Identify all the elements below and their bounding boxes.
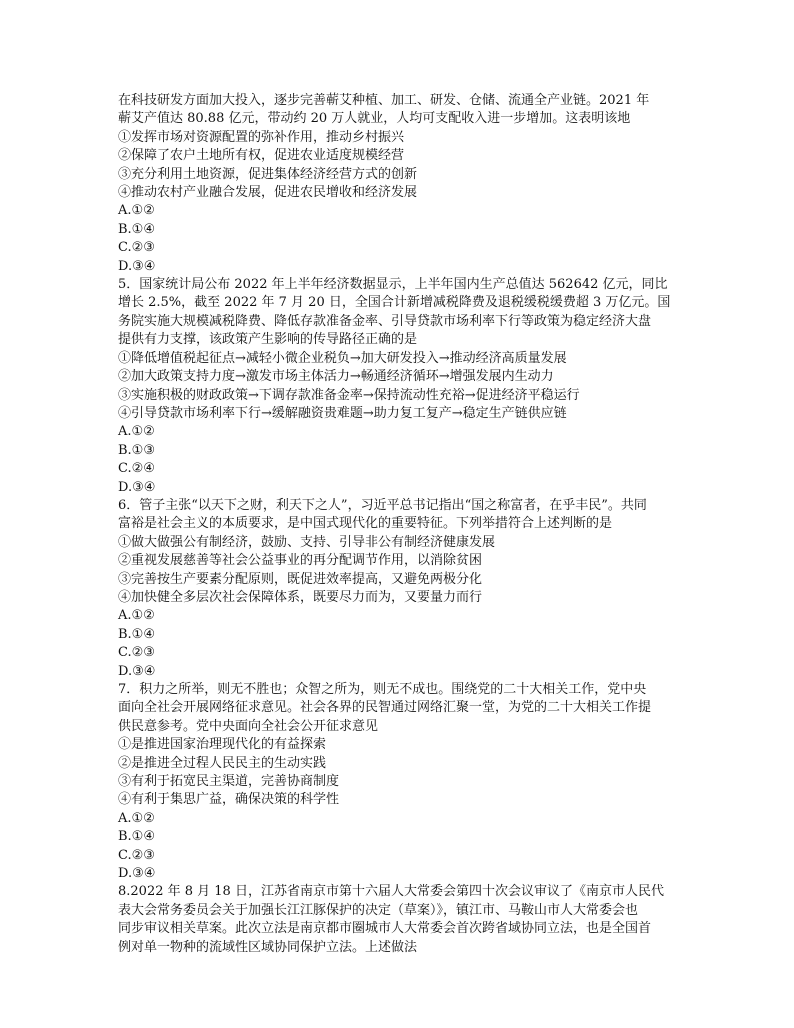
question-statement: ②加大政策支持力度→激发市场主体活力→畅通经济循环→增强发展内生动力 xyxy=(118,369,554,385)
answer-option-d: D.③④ xyxy=(118,258,156,274)
question-8 xyxy=(118,883,688,957)
question-statement: ③实施积极的财政政策→下调存款准备金率→保持流动性充裕→促进经济平稳运行 xyxy=(118,387,580,403)
answer-option-d: D.③④ xyxy=(118,663,156,679)
question-stem: 7．积力之所举，则无不胜也；众智之所为，则无不成也。围绕党的二十大相关工作，党中央 xyxy=(118,682,647,697)
question-statement: ③完善按生产要素分配原则，既促进效率提高，又避免两极分化 xyxy=(118,571,483,587)
intro-statement: ①发挥市场对资源配置的弥补作用，推动乡村振兴 xyxy=(118,129,405,145)
answer-option-b: B.①④ xyxy=(118,626,155,642)
question-statement: ④有利于集思广益，确保决策的科学性 xyxy=(118,792,340,808)
answer-option-b: B.①④ xyxy=(118,829,155,845)
answer-option-a: A.①② xyxy=(118,608,155,624)
intro-block xyxy=(118,92,688,276)
answer-option-a: A.①② xyxy=(118,424,155,440)
intro-line: 在科技研发方面加大投入，逐步完善蕲艾种植、加工、研发、仓储、流通全产业链。2021 年 xyxy=(118,93,650,108)
question-statement: ②重视发展慈善等社会公益事业的再分配调节作用，以消除贫困 xyxy=(118,553,483,569)
answer-option-a: A.①② xyxy=(118,203,155,219)
question-7 xyxy=(118,681,688,883)
intro-line: 蕲艾产值达 80.88 亿元，带动约 20 万人就业，人均可支配收入进一步增加。这表明该地 xyxy=(118,111,631,127)
answer-option-c: C.②④ xyxy=(118,461,155,477)
question-stem: 6．管子主张“以天下之财，利天下之人”，习近平总书记指出“国之称富者，在乎丰民”。共同 xyxy=(118,497,647,513)
intro-statement: ③充分利用土地资源，促进集体经济经营方式的创新 xyxy=(118,166,418,182)
intro-statement: ④推动农村产业融合发展，促进农民增收和经济发展 xyxy=(118,185,418,201)
question-statement: ②是推进全过程人民民主的生动实践 xyxy=(118,755,327,771)
question-stem: 提供有力支撑，该政策产生影响的传导路径正确的是 xyxy=(118,332,418,348)
question-statement: ①是推进国家治理现代化的有益探索 xyxy=(118,737,327,753)
question-stem: 5．国家统计局公布 2022 年上半年经济数据显示，上半年国内生产总值达 562642 亿元，同比 xyxy=(118,277,668,293)
question-statement: ④引导贷款市场利率下行→缓解融资贵难题→助力复工复产→稳定生产链供应链 xyxy=(118,405,567,421)
answer-option-b: B.①④ xyxy=(118,221,155,237)
answer-option-d: D.③④ xyxy=(118,479,156,495)
question-stem: 面向全社会开展网络征求意见。社会各界的民智通过网络汇聚一堂，为党的二十大相关工作提 xyxy=(118,700,652,716)
answer-option-c: C.②③ xyxy=(118,240,155,256)
question-stem: 富裕是社会主义的本质要求，是中国式现代化的重要特征。下列举措符合上述判断的是 xyxy=(118,516,613,532)
question-stem: 表大会常务委员会关于加强长江江豚保护的决定（草案）》，镇江市、马鞍山市人大常委会也 xyxy=(118,902,639,918)
question-5 xyxy=(118,276,688,497)
intro-statement: ②保障了农户土地所有权，促进农业适度规模经营 xyxy=(118,148,405,164)
answer-option-c: C.②③ xyxy=(118,645,155,661)
question-stem: 例对单一物种的流域性区域协同保护立法。上述做法 xyxy=(118,939,418,955)
question-stem: 供民意参考。党中央面向全社会公开征求意见 xyxy=(118,718,379,734)
question-stem: 8.2022 年 8 月 18 日，江苏省南京市第十六届人大常委会第四十次会议审议了《南京市人民代 xyxy=(118,884,664,900)
question-statement: ①做大做强公有制经济，鼓励、支持、引导非公有制经济健康发展 xyxy=(118,534,496,550)
answer-option-a: A.①② xyxy=(118,810,155,826)
question-6 xyxy=(118,497,688,681)
answer-option-b: B.①③ xyxy=(118,442,155,458)
answer-option-d: D.③④ xyxy=(118,866,156,882)
answer-option-c: C.②③ xyxy=(118,847,155,863)
question-stem: 务院实施大规模减税降费、降低存款准备金率、引导贷款市场利率下行等政策为稳定经济大盘 xyxy=(118,313,652,329)
question-statement: ④加快健全多层次社会保障体系，既要尽力而为，又要量力而行 xyxy=(118,589,483,605)
question-statement: ①降低增值税起征点→减轻小微企业税负→加大研发投入→推动经济高质量发展 xyxy=(118,350,567,366)
question-stem: 同步审议相关草案。此次立法是南京都市圈城市人大常委会首次跨省域协同立法，也是全国首 xyxy=(118,921,652,937)
question-statement: ③有利于拓宽民主渠道，完善协商制度 xyxy=(118,774,340,790)
question-stem: 增长 2.5%，截至 2022 年 7 月 20 日，全国合计新增减税降费及退税缓税缓费超 3 万亿元。国 xyxy=(118,295,671,311)
exam-page xyxy=(118,92,688,957)
